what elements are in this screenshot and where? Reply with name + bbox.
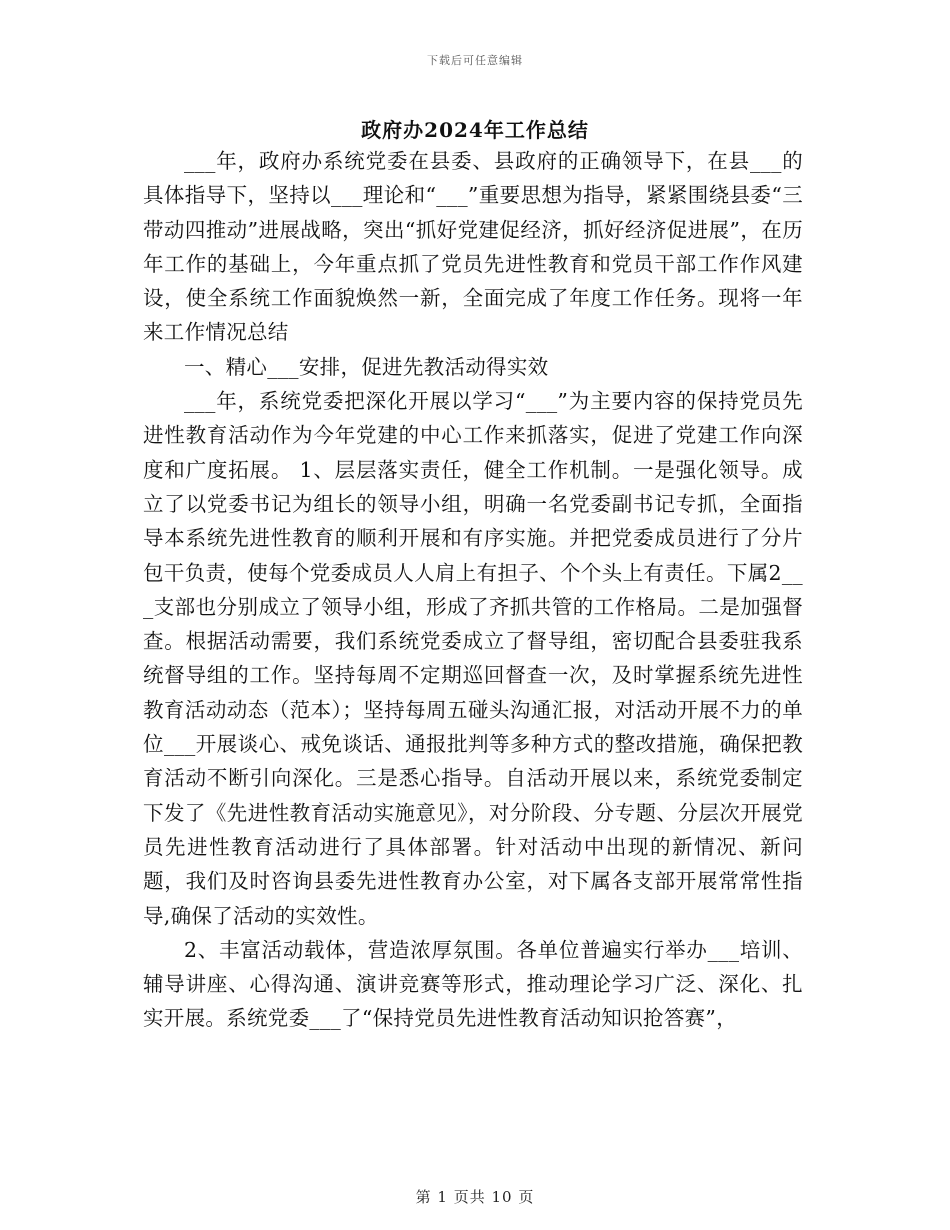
paragraph-intro: ___年，政府办系统党委在县委、县政府的正确领导下，在县___的具体指导下，坚持以___理论和“___”重要思想为指导，紧紧围绕县委“三带动四推动”进展战略，突出“抓好党建促经济，抓好经济促进展”，在历年工作的基础上，今年重点抓了党员先进性教育和党员干部工作作风建设，使全系统工作面貌焕然一新，全面完成了年度工作任务。现将一年来工作情况总结: [143, 149, 803, 345]
document-title: 政府办2024年工作总结: [361, 118, 589, 142]
page-number: 第 1 页共 10 页: [415, 1188, 535, 1206]
paragraph-section-1: ___年，系统党委把深化开展以学习“___”为主要内容的保持党员先进性教育活动作为今年党建的中心工作来抓落实，促进了党建工作向深度和广度拓展。 1、层层落实责任，健全工作机制。一是强化领导。成立了以党委书记为组长的领导小组，明确一名党委副书记专抓，全面指导本系统先进性教育的顺利开展和有序实施。并把党委成员进行了分片包干负责，使每个党委成员人人肩上有担子、个个头上有责任。下属2___支部也分别成立了领导小组，形成了齐抓共管的工作格局。二是加强督查。根据活动需要，我们系统党委成立了督导组，密切配合县委驻我系统督导组的工作。坚持每周不定期巡回督查一次，及时掌握系统先进性教育活动动态（范本）；坚持每周五碰头沟通汇报，对活动开展不力的单位___开展谈心、戒免谈话、通报批判等多种方式的整改措施，确保把教育活动不断引向深化。三是悉心指导。自活动开展以来，系统党委制定下发了《先进性教育活动实施意见》，对分阶段、分专题、分层次开展党员先进性教育活动进行了具体部署。针对活动中出现的新情况、新问题，我们及时咨询县委先进性教育办公室，对下属各支部开展常常性指导,确保了活动的实效性。: [143, 389, 803, 928]
paragraph-activity-carrier: 2、丰富活动载体，营造浓厚氛围。各单位普遍实行举办___培训、辅导讲座、心得沟通、演讲竞赛等形式，推动理论学习广泛、深化、扎实开展。系统党委___了“保持党员先进性教育活动知识抢答赛”，: [143, 937, 803, 1031]
section-heading-1: 一、精心___安排，促进先教活动得实效: [184, 354, 549, 379]
page-header-note: 下载后可任意编辑: [427, 54, 523, 67]
document-body: [143, 144, 803, 1036]
